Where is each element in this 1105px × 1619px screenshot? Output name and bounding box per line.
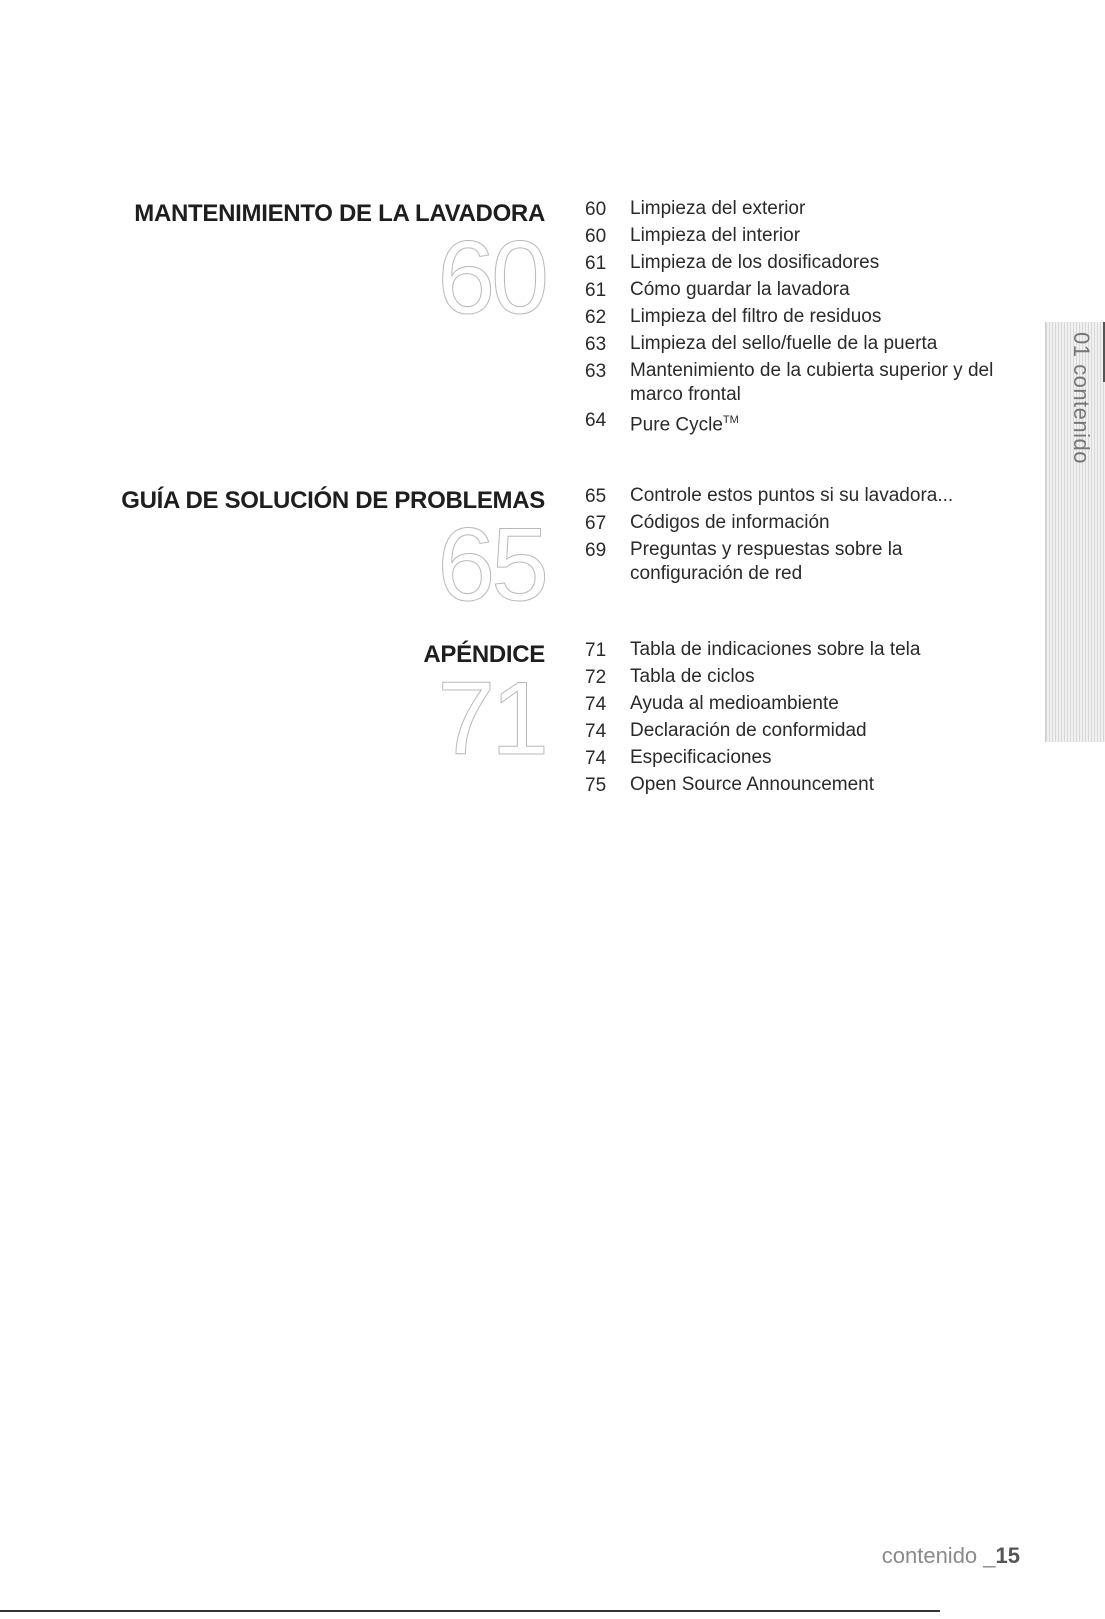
toc-item[interactable] — [585, 664, 1025, 691]
toc-text: Ayuda al medioambiente — [630, 693, 839, 714]
toc-text: Especificaciones — [630, 747, 772, 768]
toc-page: 67 — [585, 513, 607, 534]
toc-list — [585, 637, 1025, 799]
toc-page: 63 — [585, 361, 607, 382]
toc-item[interactable] — [585, 718, 1025, 745]
toc-item[interactable] — [585, 358, 1025, 407]
toc-page: 74 — [585, 721, 607, 742]
page-footer — [882, 1543, 1020, 1569]
toc-text: Limpieza del sello/fuelle de la puerta — [630, 333, 938, 354]
toc-list — [585, 483, 1025, 586]
toc-page: 75 — [585, 775, 607, 796]
toc-text: Controle estos puntos si su lavadora... — [630, 485, 954, 506]
toc-page: 60 — [585, 199, 607, 220]
toc-text: Limpieza del filtro de residuos — [630, 306, 882, 327]
bottom-rule — [0, 1610, 940, 1612]
toc-text: Tabla de ciclos — [630, 666, 755, 687]
section-number: 65 — [437, 507, 545, 623]
toc-item[interactable] — [585, 537, 1025, 586]
toc-item[interactable] — [585, 772, 1025, 799]
toc-page: 61 — [585, 253, 607, 274]
toc-page: 64 — [585, 410, 607, 431]
chapter-side-tab[interactable] — [1045, 322, 1105, 742]
trademark-sup: TM — [722, 414, 739, 426]
toc-item[interactable] — [585, 691, 1025, 718]
toc-page: 71 — [585, 640, 607, 661]
toc-page: 62 — [585, 307, 607, 328]
footer-page-number: 15 — [995, 1543, 1020, 1568]
toc-text: Pure Cycle — [630, 414, 723, 436]
section-title: APÉNDICE — [423, 641, 545, 668]
toc-item[interactable] — [585, 250, 1025, 277]
toc-item[interactable] — [585, 331, 1025, 358]
toc-item[interactable] — [585, 637, 1025, 664]
toc-item[interactable] — [585, 277, 1025, 304]
toc-text: Preguntas y respuestas sobre la configuración de red — [630, 539, 903, 584]
toc-page: 65 — [585, 486, 607, 507]
toc-page: 60 — [585, 226, 607, 247]
toc-item[interactable] — [585, 196, 1025, 223]
toc-text: Declaración de conformidad — [630, 720, 867, 741]
toc-text: Cómo guardar la lavadora — [630, 279, 850, 300]
toc-item[interactable] — [585, 510, 1025, 537]
toc-page: 63 — [585, 334, 607, 355]
toc-page: 74 — [585, 694, 607, 715]
footer-label: contenido _ — [881, 1543, 996, 1568]
toc-item[interactable] — [585, 407, 1025, 437]
toc-list — [585, 196, 1025, 437]
toc-text: Mantenimiento de la cubierta superior y del marco frontal — [630, 360, 994, 405]
toc-text: Limpieza de los dosificadores — [630, 252, 880, 273]
toc-item[interactable] — [585, 304, 1025, 331]
section-title: MANTENIMIENTO DE LA LAVADORA — [134, 200, 545, 227]
toc-text: Tabla de indicaciones sobre la tela — [630, 639, 921, 660]
toc-text: Códigos de información — [630, 512, 830, 533]
toc-page: 72 — [585, 667, 607, 688]
toc-item[interactable] — [585, 745, 1025, 772]
section-number: 60 — [437, 220, 545, 336]
toc-page: 69 — [585, 540, 607, 561]
toc-item[interactable] — [585, 483, 1025, 510]
toc-text: Limpieza del interior — [630, 225, 801, 246]
section-title: GUÍA DE SOLUCIÓN DE PROBLEMAS — [121, 487, 545, 514]
toc-page: 61 — [585, 280, 607, 301]
toc-text: Open Source Announcement — [630, 774, 875, 795]
section-number: 71 — [437, 661, 545, 777]
toc-text: Limpieza del exterior — [630, 198, 806, 219]
chapter-tab-label: 01 contenido — [1069, 332, 1094, 464]
toc-page: 74 — [585, 748, 607, 769]
toc-item[interactable] — [585, 223, 1025, 250]
